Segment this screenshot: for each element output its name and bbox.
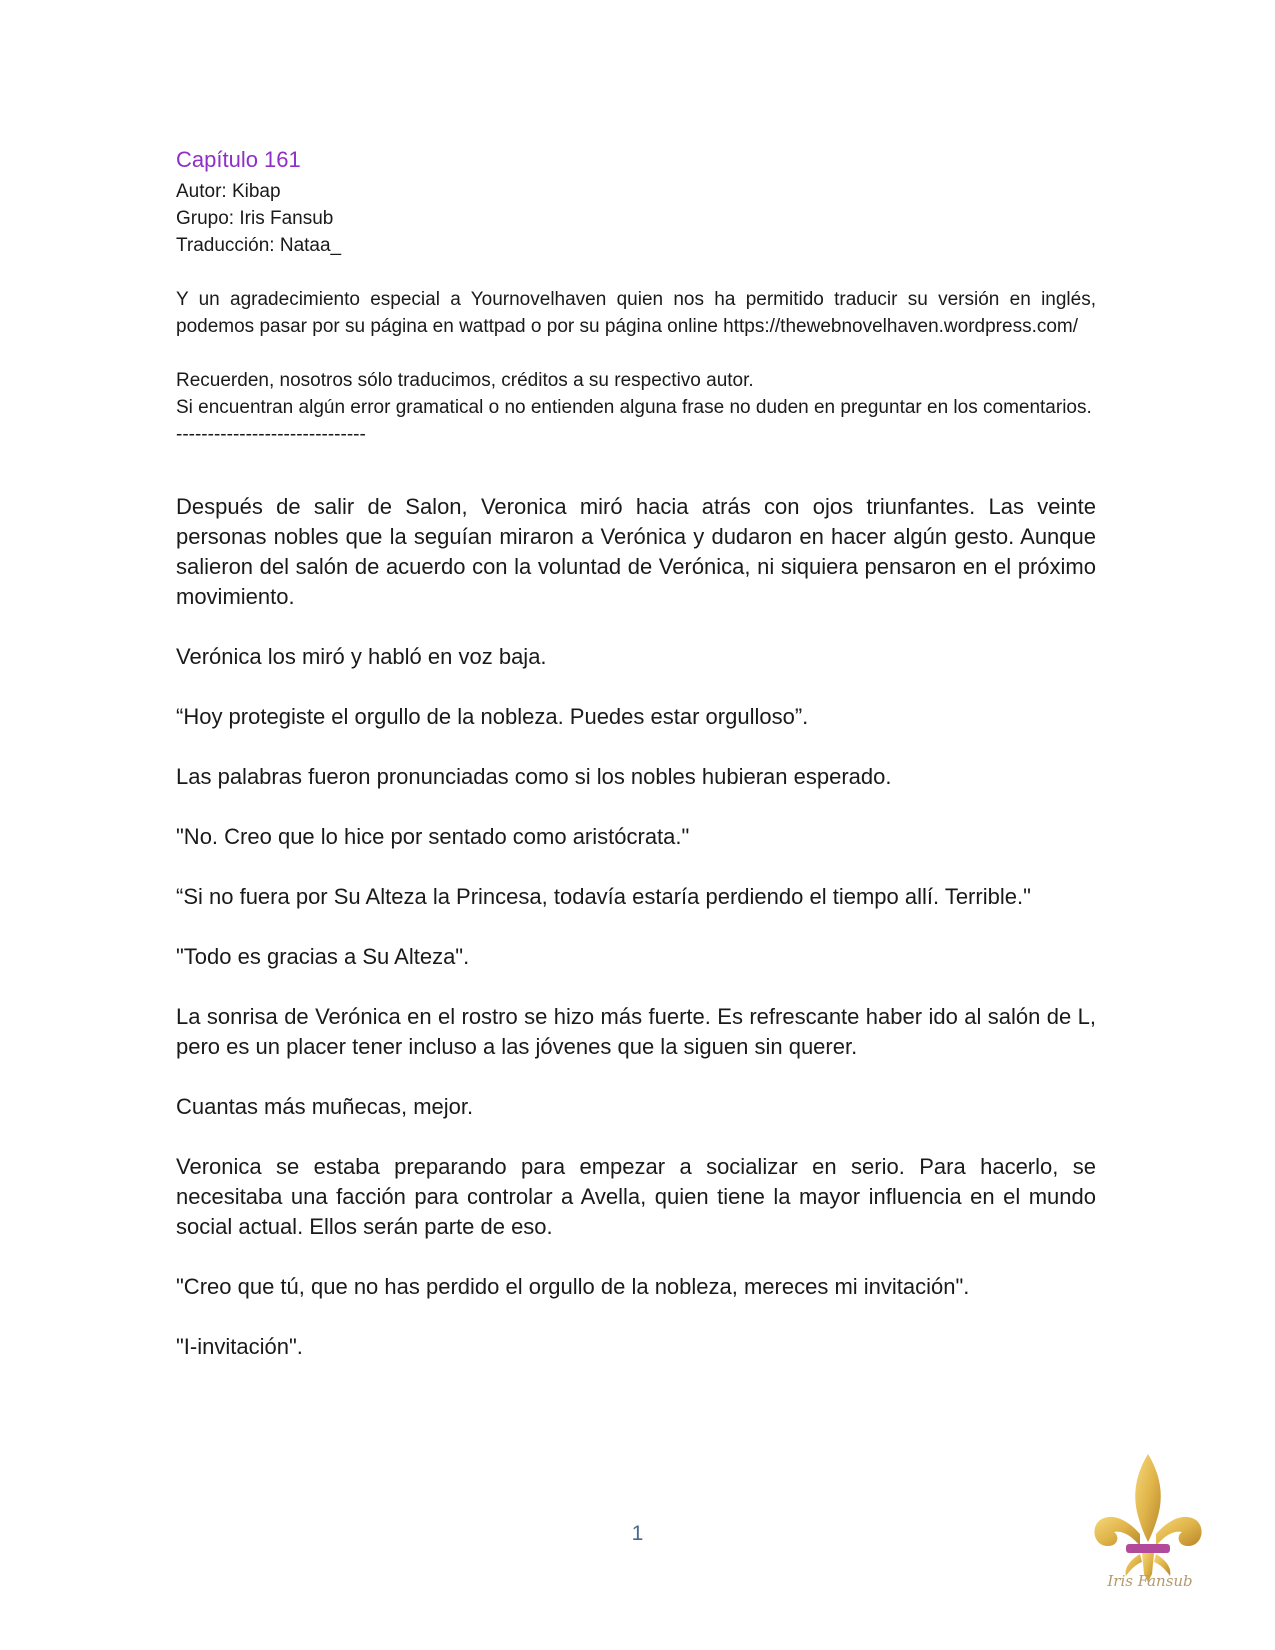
paragraph: La sonrisa de Verónica en el rostro se hizo más fuerte. Es refrescante haber ido al salón de L, pero es un placer tener incluso a las jóvenes que la siguen sin querer. [176, 1004, 1096, 1059]
paragraph: "No. Creo que lo hice por sentado como aristócrata." [176, 824, 690, 849]
paragraph: Las palabras fueron pronunciadas como si los nobles hubieran esperado. [176, 764, 892, 789]
spacer [176, 259, 1096, 286]
credits-note: Recuerden, nosotros sólo traducimos, créditos a su respectivo autor. [176, 370, 754, 391]
paragraph: Veronica se estaba preparando para empezar a socializar en serio. Para hacerlo, se necesitaba una facción para controlar a Avella, quien tiene la mayor influencia en el mundo social actual. Ellos serán parte de eso. [176, 1154, 1096, 1239]
paragraph: “Hoy protegiste el orgullo de la nobleza. Puedes estar orgulloso”. [176, 704, 809, 729]
thanks-note: Y un agradecimiento especial a Yournovelhaven quien nos ha permitido traducir su versión en inglés, podemos pasar por su página en wattpad o por su página online https://thewebnovelhaven.wordpress.com/ [176, 289, 1096, 337]
translation-line: Traducción: Nataa_ [176, 235, 342, 256]
paragraph: Verónica los miró y habló en voz baja. [176, 644, 547, 669]
paragraph: “Si no fuera por Su Alteza la Princesa, todavía estaría perdiendo el tiempo allí. Terrible." [176, 884, 1031, 909]
author-line: Autor: Kibap [176, 181, 281, 202]
paragraph: "I-invitación". [176, 1334, 303, 1359]
chapter-body [176, 492, 1096, 1362]
page-number: 1 [631, 1522, 644, 1545]
chapter-title: Capítulo 161 [176, 147, 301, 172]
paragraph: "Creo que tú, que no has perdido el orgullo de la nobleza, mereces mi invitación". [176, 1274, 970, 1299]
document-page [176, 146, 1096, 1392]
paragraph: Cuantas más muñecas, mejor. [176, 1094, 474, 1119]
logo-text: Iris Fansub [1107, 1572, 1193, 1590]
spacer [176, 340, 1096, 367]
divider-line: ------------------------------ [176, 424, 366, 445]
errors-note: Si encuentran algún error gramatical o no entienden alguna frase no duden en preguntar en los comentarios. [176, 397, 1092, 418]
group-line: Grupo: Iris Fansub [176, 208, 334, 229]
paragraph: "Todo es gracias a Su Alteza". [176, 944, 470, 969]
paragraph: Después de salir de Salon, Veronica miró hacia atrás con ojos triunfantes. Las veinte personas nobles que la seguían miraron a Verónica y dudaron en hacer algún gesto. Aunque salieron del salón de acuerdo con la voluntad de Verónica, ni siquiera pensaron en el próximo movimiento. [176, 494, 1096, 609]
